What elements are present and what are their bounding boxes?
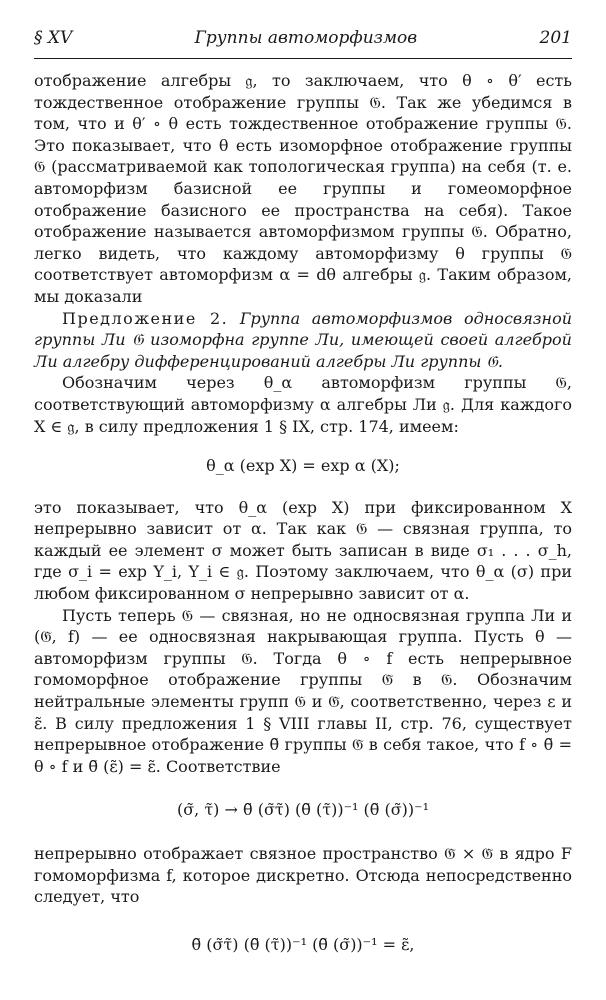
page-body <box>34 70 572 955</box>
paragraph-4: Пусть теперь 𝔊 — связная, но не односвязная группа Ли и (𝔊̃, f) — ее односвязная накрывающая группа. Пусть θ — автоморфизм группы 𝔊. Тогда θ ∘ f есть непрерывное гомоморфное отображение группы 𝔊̃ в 𝔊. Обозначим нейтральные элементы групп 𝔊 и 𝔊̃, соответственно, через ε и ε̃. В силу предложения 1 § VIII главы II, стр. 76, существует непрерывное отображение θ̃ группы 𝔊̃ в себя такое, что f ∘ θ̃ = θ ∘ f и θ̃ (ε̃) = ε̃. Соответствие <box>34 605 572 776</box>
section-label: § XV <box>34 28 73 48</box>
page-number: 201 <box>539 28 572 48</box>
formula-1: θ_α (exp X) = exp α (X); <box>206 456 400 476</box>
header-rule <box>34 58 572 59</box>
proposition-label: Предложение 2. <box>62 308 229 328</box>
proposition-text: Группа автоморфизмов односвязной группы Ли 𝔊 изоморфна группе Ли, имеющей своей алгеброй Ли алгебру дифференцирований алгебры Ли группы 𝔊. <box>34 308 573 371</box>
paragraph-5: непрерывно отображает связное пространство 𝔊̃ × 𝔊̃ в ядро F гомоморфизма f, которое дискретно. Отсюда непосредственно следует, что <box>34 844 572 907</box>
formula-2: (σ̃, τ̃) → θ̃ (σ̃τ̃) (θ̃ (τ̃))⁻¹ (θ̃ (σ̃))⁻¹ <box>176 800 430 820</box>
paragraph-3: это показывает, что θ_α (exp X) при фиксированном X непрерывно зависит от α. Так как 𝔊 — связная группа, то каждый ее элемент σ может быть записан в виде σ₁ . . . σ_h, где σ_i = exp Y_i, Y_i ∈ 𝔤. Поэтому заключаем, что θ_α (σ) при любом фиксированном σ непрерывно зависит от α. <box>34 497 572 604</box>
formula-3: θ̃ (σ̃τ̃) (θ̃ (τ̃))⁻¹ (θ̃ (σ̃))⁻¹ = ε̃, <box>191 934 415 954</box>
running-header <box>34 28 572 54</box>
paragraph-2: Обозначим через θ_α автоморфизм группы 𝔊, соответствующий автоморфизму α алгебры Ли 𝔤. Для каждого X ∈ 𝔤, в силу предложения 1 § IX, стр. 174, имеем: <box>34 373 572 436</box>
proposition <box>34 308 572 373</box>
chapter-title: Группы автоморфизмов <box>194 28 418 48</box>
paragraph-1: отображение алгебры 𝔤, то заключаем, что θ ∘ θ′ есть тождественное отображение группы 𝔊. Так же убедимся в том, что и θ′ ∘ θ есть тождественное отображение группы 𝔊. Это показывает, что θ есть изоморфное отображение группы 𝔊 (рассматриваемой как топологическая группа) на себя (т. е. автоморфизм базисной ее группы и гомеоморфное отображение базисного ее пространства на себя). Такое отображение называется автоморфизмом группы 𝔊. Обратно, легко видеть, что каждому автоморфизму θ группы 𝔊 соответствует автоморфизм α = dθ алгебры 𝔤. Таким образом, мы доказали <box>34 71 572 306</box>
